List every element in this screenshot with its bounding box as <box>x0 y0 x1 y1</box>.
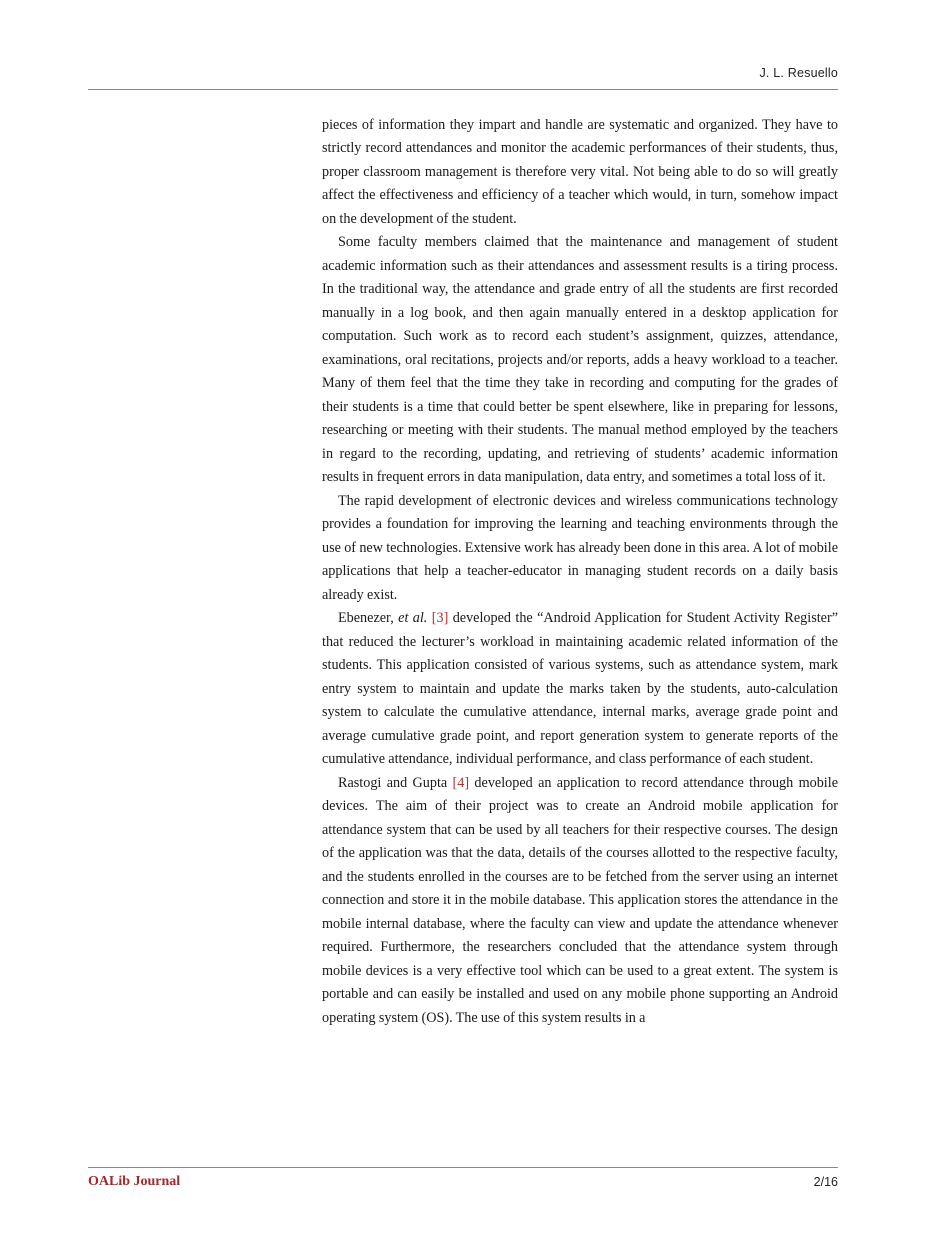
main-text-column <box>322 114 838 1031</box>
running-head-author: J. L. Resuello <box>759 66 838 80</box>
paragraph-4-text: developed the “Android Application for Student Activity Register” that reduced the lecturer’s workload in maintaining academic related information of the students. This application consisted of various systems, such as attendance system, mark entry system to maintain and update the marks taken by the students, auto-calculation system to calculate the cumulative attendance, internal marks, average grade point and average cumulative grade point, and report generation system to generate reports of the cumulative attendance, individual performance, and class performance of each student. <box>322 610 838 767</box>
paragraph-3: The rapid development of electronic devices and wireless communications technology provides a foundation for improving the learning and teaching environments through the use of new technologies. Extensive work has already been done in this area. A lot of mobile applications that help a teacher-educator in managing student records on a daily basis already exist. <box>322 492 838 603</box>
paragraph-1: pieces of information they impart and handle are systematic and organized. They have to strictly record attendances and monitor the academic performances of their students, thus, proper classroom management is therefore very vital. Not being able to do so will greatly affect the effectiveness and efficiency of a teacher which would, in turn, somehow impact on the development of the student. <box>322 116 838 227</box>
paragraph-5 <box>322 772 838 1031</box>
header-rule <box>88 89 838 90</box>
citation-link-3[interactable]: [3] <box>431 610 449 626</box>
footer-rule <box>88 1167 838 1168</box>
paragraph-4-et-al: et al. <box>398 610 428 626</box>
citation-link-4[interactable]: [4] <box>452 774 470 791</box>
page-number: 2/16 <box>813 1175 838 1189</box>
journal-name: OALib Journal <box>88 1174 181 1189</box>
paragraph-4 <box>322 607 838 772</box>
paragraph-4-author: Ebenezer, <box>338 610 399 626</box>
paragraph-5-author: Rastogi and Gupta <box>338 774 453 791</box>
paragraph-2: Some faculty members claimed that the maintenance and management of student academic information such as their attendances and assessment results is a tiring process. In the traditional way, the attendance and grade entry of all the students are first recorded manually in a log book, and then again manually entered in a desktop application for computation. Such work as to record each student’s assignment, quizzes, attendance, examinations, oral recitations, projects and/or reports, adds a heavy workload to a teacher. Many of them feel that the time they take in recording and computing for the grades of their students is a time that could better be spent elsewhere, like in preparing for lessons, researching or meeting with their students. The manual method employed by the teachers in regard to the recording, updating, and retrieving of students’ academic information results in frequent errors in data manipulation, data entry, and sometimes a total loss of it. <box>322 234 838 485</box>
paragraph-5-text: developed an application to record attendance through mobile devices. The aim of their project was to create an Android mobile application for attendance system that can be used by all teachers for their respective courses. The design of the application was that the data, details of the courses allotted to the respective faculty, and the students enrolled in the courses are to be fetched from the server using an internet connection and store it in the mobile database. This application stores the attendance in the mobile internal database, where the faculty can view and update the attendance whenever required. Furthermore, the researchers concluded that the attendance system through mobile devices is a very effective tool which can be used to a great extent. The system is portable and can easily be installed and used on any mobile phone supporting an Android operating system (OS). The use of this system results in a <box>322 774 838 1026</box>
